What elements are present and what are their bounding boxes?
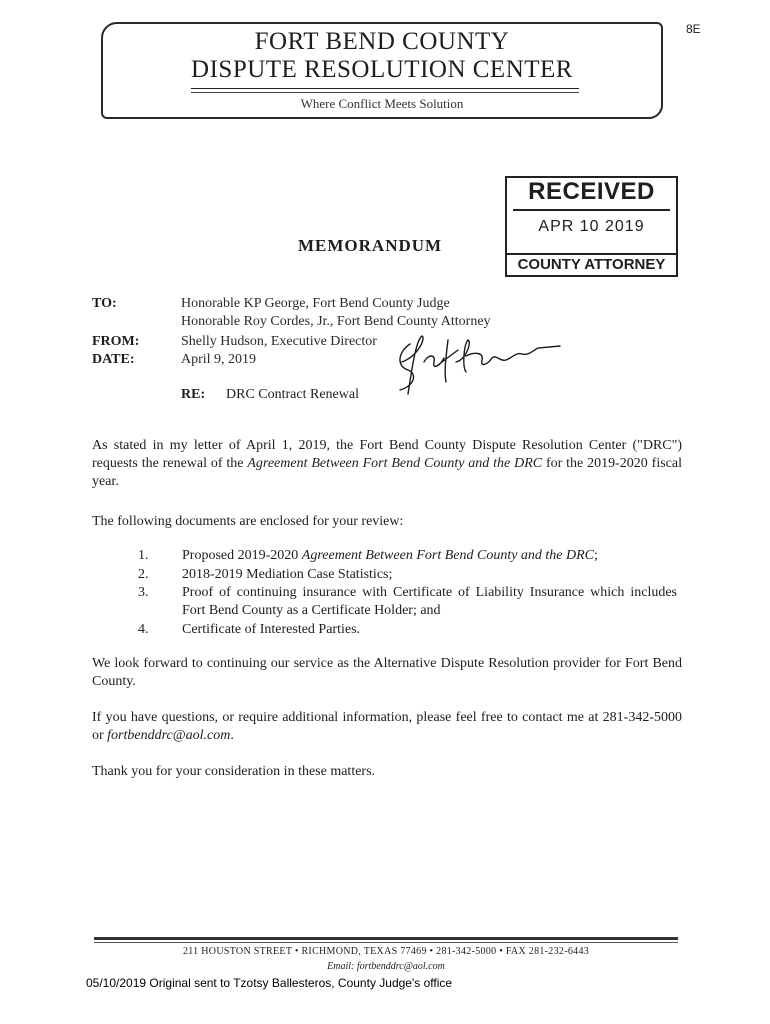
list-item (182, 547, 677, 565)
org-tagline: Where Conflict Meets Solution (300, 96, 464, 111)
memo-title: MEMORANDUM (298, 236, 443, 255)
contact-email: fortbenddrc@aol.com (107, 728, 231, 743)
re-label: RE: (181, 387, 206, 402)
stamp-date: APR 10 2019 (538, 218, 645, 235)
page-tag: 8E (686, 22, 701, 36)
stamp-rule (513, 209, 670, 211)
to-recipient-1: Honorable KP George, Fort Bend County Judge (181, 296, 450, 311)
to-label: TO: (92, 296, 117, 311)
from-label: FROM: (92, 334, 140, 349)
stamp-office: COUNTY ATTORNEY (517, 256, 666, 273)
letterhead (101, 22, 663, 119)
list-item: Proof of continuing insurance with Certificate of Liability Insurance which includes Fort Bend County as a Certificate Holder; and (182, 585, 677, 618)
footer-address: 211 HOUSTON STREET • RICHMOND, TEXAS 77469 • 281-342-5000 • FAX 281-232-6443 (182, 946, 590, 957)
date-value: April 9, 2019 (181, 352, 257, 367)
stamp-title: RECEIVED (528, 178, 655, 205)
list-item-text: Proposed 2019-2020 (182, 548, 302, 563)
list-item: 2018-2019 Mediation Case Statistics; (182, 567, 393, 582)
from-value: Shelly Hudson, Executive Director (181, 334, 377, 349)
paragraph-text: As stated in my letter of April 1, 2019, the Fort Bend County Dispute Resolution Center ("DRC") requests the renewal of the (92, 438, 682, 471)
paragraph-service: We look forward to continuing our service as the Alternative Dispute Resolution provider for Fort Bend County. (92, 656, 682, 689)
list-number: 1. (138, 548, 149, 563)
paragraph-text: If you have questions, or require additional information, please feel free to contact me at 281-342-5000 or (92, 710, 682, 743)
paragraph-thanks: Thank you for your consideration in these matters. (92, 764, 376, 779)
paragraph-contact (92, 709, 682, 745)
paragraph-enclosures: The following documents are enclosed for your review: (92, 514, 404, 529)
list-number: 4. (138, 622, 149, 637)
paragraph-text: for the 2019-2020 fiscal year. (92, 456, 682, 489)
paragraph-text: . (230, 728, 234, 743)
org-name-line1: FORT BEND COUNTY (254, 28, 510, 55)
letterhead-rule (191, 92, 579, 93)
handling-note: 05/10/2019 Original sent to Tzotsy Ballesteros, County Judge's office (86, 976, 453, 990)
list-item: Certificate of Interested Parties. (182, 622, 361, 637)
agreement-title: Agreement Between Fort Bend County and the DRC (247, 456, 543, 471)
list-number: 2. (138, 567, 149, 582)
received-stamp (505, 176, 678, 277)
to-recipient-2: Honorable Roy Cordes, Jr., Fort Bend County Attorney (181, 314, 491, 329)
footer-rule (94, 942, 678, 943)
stamp-rule (507, 253, 676, 255)
re-value: DRC Contract Renewal (226, 387, 359, 402)
paragraph-intro (92, 437, 682, 491)
signature-icon (388, 332, 563, 402)
agreement-title: Agreement Between Fort Bend County and the DRC (301, 548, 595, 563)
list-number: 3. (138, 585, 149, 600)
letterhead-rule (191, 88, 579, 89)
footer-rule (94, 937, 678, 940)
org-name-line2: DISPUTE RESOLUTION CENTER (191, 56, 573, 83)
list-item-text: ; (594, 548, 598, 563)
footer-email: Email: fortbenddrc@aol.com (327, 961, 445, 972)
date-label: DATE: (92, 352, 135, 367)
